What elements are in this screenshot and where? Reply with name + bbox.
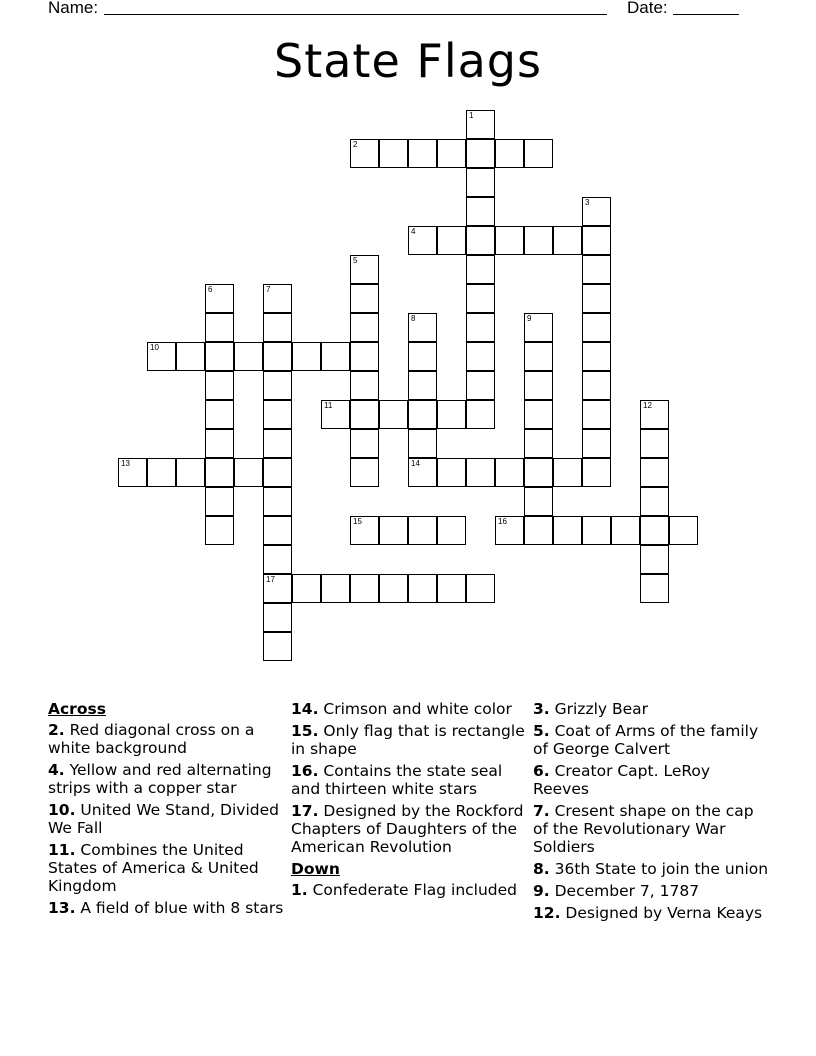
clue-number: 16. (291, 762, 319, 780)
grid-cell[interactable] (321, 400, 350, 429)
across-clue (48, 721, 284, 757)
grid-cell[interactable] (408, 429, 437, 458)
grid-cell[interactable] (582, 284, 611, 313)
grid-cell[interactable] (466, 458, 495, 487)
cell-number: 3 (585, 198, 590, 207)
grid-cell[interactable] (408, 313, 437, 342)
grid-cell[interactable] (205, 313, 234, 342)
clue-text: United We Stand, Divided We Fall (48, 801, 279, 837)
down-clue (533, 700, 769, 718)
down-clue (533, 882, 769, 900)
clue-number: 6. (533, 762, 550, 780)
grid-cell[interactable] (176, 342, 205, 371)
grid-cell[interactable] (321, 342, 350, 371)
grid-cell[interactable] (582, 516, 611, 545)
grid-cell[interactable] (669, 516, 698, 545)
grid-cell[interactable] (176, 458, 205, 487)
clue-number: 2. (48, 721, 65, 739)
grid-cell[interactable] (582, 226, 611, 255)
grid-cell[interactable] (582, 313, 611, 342)
clue-text: Red diagonal cross on a white background (48, 721, 255, 757)
grid-cell[interactable] (640, 545, 669, 574)
grid-cell[interactable] (524, 458, 553, 487)
grid-cell[interactable] (205, 342, 234, 371)
across-clue (291, 700, 527, 718)
grid-cell[interactable] (466, 197, 495, 226)
grid-cell[interactable] (640, 516, 669, 545)
grid-cell[interactable] (263, 429, 292, 458)
grid-cell[interactable] (263, 545, 292, 574)
header-line (48, 0, 748, 20)
grid-cell[interactable] (408, 458, 437, 487)
down-clue (291, 881, 527, 899)
grid-cell[interactable] (408, 400, 437, 429)
clue-text: Coat of Arms of the family of George Calvert (533, 722, 759, 758)
grid-cell[interactable] (640, 429, 669, 458)
grid-cell[interactable] (205, 487, 234, 516)
grid-cell[interactable] (379, 139, 408, 168)
grid-cell[interactable] (350, 139, 379, 168)
clue-column-2 (291, 700, 527, 903)
cell-number: 1 (469, 111, 474, 120)
clue-number: 15. (291, 722, 319, 740)
across-clue (48, 801, 284, 837)
across-heading: Across (48, 700, 106, 718)
clue-number: 10. (48, 801, 76, 819)
down-clue (533, 762, 769, 798)
down-heading: Down (291, 860, 340, 878)
cell-number: 13 (121, 459, 130, 468)
grid-cell[interactable] (524, 342, 553, 371)
grid-cell[interactable] (524, 226, 553, 255)
grid-cell[interactable] (408, 371, 437, 400)
grid-cell[interactable] (437, 226, 466, 255)
clue-number: 5. (533, 722, 550, 740)
across-clue (48, 899, 284, 917)
clue-number: 13. (48, 899, 76, 917)
across-clue (291, 722, 527, 758)
grid-cell[interactable] (234, 458, 263, 487)
grid-cell[interactable] (582, 197, 611, 226)
cell-number: 8 (411, 314, 416, 323)
grid-cell[interactable] (408, 574, 437, 603)
grid-cell[interactable] (205, 429, 234, 458)
grid-cell[interactable] (379, 400, 408, 429)
clue-text: A field of blue with 8 stars (75, 899, 284, 917)
clue-text: 36th State to join the union (549, 860, 769, 878)
date-field[interactable] (673, 14, 739, 15)
cell-number: 2 (353, 140, 358, 149)
clue-number: 4. (48, 761, 65, 779)
grid-cell[interactable] (350, 342, 379, 371)
clue-number: 14. (291, 700, 319, 718)
cell-number: 5 (353, 256, 358, 265)
clue-text: Contains the state seal and thirteen white stars (291, 762, 503, 798)
grid-cell[interactable] (495, 516, 524, 545)
grid-cell[interactable] (408, 516, 437, 545)
grid-cell[interactable] (205, 284, 234, 313)
clue-number: 7. (533, 802, 550, 820)
grid-cell[interactable] (263, 603, 292, 632)
clue-text: Cresent shape on the cap of the Revolutionary War Soldiers (533, 802, 754, 856)
grid-cell[interactable] (263, 632, 292, 661)
grid-cell[interactable] (582, 371, 611, 400)
grid-cell[interactable] (205, 458, 234, 487)
clue-text: Designed by Verna Keays (560, 904, 763, 922)
grid-cell[interactable] (466, 284, 495, 313)
grid-cell[interactable] (640, 487, 669, 516)
grid-cell[interactable] (437, 139, 466, 168)
cell-number: 10 (150, 343, 159, 352)
grid-cell[interactable] (379, 516, 408, 545)
cell-number: 6 (208, 285, 213, 294)
clue-text: Grizzly Bear (549, 700, 649, 718)
grid-cell[interactable] (524, 516, 553, 545)
grid-cell[interactable] (408, 342, 437, 371)
name-field[interactable] (104, 14, 607, 15)
grid-cell[interactable] (292, 342, 321, 371)
grid-cell[interactable] (466, 400, 495, 429)
grid-cell[interactable] (350, 371, 379, 400)
grid-cell[interactable] (437, 458, 466, 487)
grid-cell[interactable] (466, 168, 495, 197)
grid-cell[interactable] (205, 516, 234, 545)
grid-cell[interactable] (263, 458, 292, 487)
grid-cell[interactable] (582, 400, 611, 429)
clue-text: Designed by the Rockford Chapters of Daughters of the American Revolution (291, 802, 524, 856)
date-label: Date: (627, 0, 668, 17)
cell-number: 17 (266, 575, 275, 584)
grid-cell[interactable] (582, 429, 611, 458)
grid-cell[interactable] (263, 342, 292, 371)
grid-cell[interactable] (466, 255, 495, 284)
grid-cell[interactable] (524, 139, 553, 168)
cell-number: 9 (527, 314, 532, 323)
clue-text: Combines the United States of America & United Kingdom (48, 841, 259, 895)
grid-cell[interactable] (582, 255, 611, 284)
grid-cell[interactable] (205, 371, 234, 400)
cell-number: 14 (411, 459, 420, 468)
grid-cell[interactable] (437, 516, 466, 545)
grid-cell[interactable] (524, 313, 553, 342)
across-clue (48, 841, 284, 895)
grid-cell[interactable] (263, 516, 292, 545)
grid-cell[interactable] (292, 574, 321, 603)
clue-number: 3. (533, 700, 550, 718)
grid-cell[interactable] (495, 226, 524, 255)
grid-cell[interactable] (263, 284, 292, 313)
grid-cell[interactable] (466, 574, 495, 603)
grid-cell[interactable] (263, 400, 292, 429)
grid-cell[interactable] (350, 400, 379, 429)
clue-number: 1. (291, 881, 308, 899)
grid-cell[interactable] (466, 313, 495, 342)
clue-text: Yellow and red alternating strips with a copper star (48, 761, 272, 797)
grid-cell[interactable] (466, 110, 495, 139)
grid-cell[interactable] (408, 226, 437, 255)
grid-cell[interactable] (582, 458, 611, 487)
grid-cell[interactable] (524, 429, 553, 458)
grid-cell[interactable] (466, 371, 495, 400)
grid-cell[interactable] (466, 342, 495, 371)
cell-number: 16 (498, 517, 507, 526)
grid-cell[interactable] (350, 255, 379, 284)
grid-cell[interactable] (408, 139, 437, 168)
cell-number: 7 (266, 285, 271, 294)
grid-cell[interactable] (263, 574, 292, 603)
across-clue (48, 761, 284, 797)
grid-cell[interactable] (321, 574, 350, 603)
down-clue (533, 904, 769, 922)
clue-number: 8. (533, 860, 550, 878)
grid-cell[interactable] (350, 574, 379, 603)
grid-cell[interactable] (553, 226, 582, 255)
cell-number: 11 (324, 401, 333, 410)
clue-text: Creator Capt. LeRoy Reeves (533, 762, 711, 798)
across-clue (291, 802, 527, 856)
grid-cell[interactable] (234, 342, 263, 371)
clue-column-3 (533, 700, 769, 926)
grid-cell[interactable] (640, 400, 669, 429)
grid-cell[interactable] (118, 458, 147, 487)
grid-cell[interactable] (350, 284, 379, 313)
grid-cell[interactable] (437, 400, 466, 429)
grid-cell[interactable] (495, 458, 524, 487)
grid-cell[interactable] (350, 313, 379, 342)
grid-cell[interactable] (437, 574, 466, 603)
grid-cell[interactable] (611, 516, 640, 545)
clue-text: Only flag that is rectangle in shape (291, 722, 525, 758)
grid-cell[interactable] (466, 139, 495, 168)
cell-number: 12 (643, 401, 652, 410)
clue-column-1 (48, 700, 284, 921)
grid-cell[interactable] (553, 516, 582, 545)
grid-cell[interactable] (205, 400, 234, 429)
grid-cell[interactable] (466, 226, 495, 255)
grid-cell[interactable] (640, 458, 669, 487)
grid-cell[interactable] (350, 429, 379, 458)
grid-cell[interactable] (263, 371, 292, 400)
grid-cell[interactable] (582, 342, 611, 371)
clue-text: Confederate Flag included (307, 881, 518, 899)
clue-number: 11. (48, 841, 76, 859)
grid-cell[interactable] (524, 371, 553, 400)
grid-cell[interactable] (495, 139, 524, 168)
page-title: State Flags (274, 34, 542, 88)
grid-cell[interactable] (553, 458, 582, 487)
grid-cell[interactable] (524, 400, 553, 429)
grid-cell[interactable] (263, 487, 292, 516)
grid-cell[interactable] (350, 458, 379, 487)
down-clue (533, 802, 769, 856)
cell-number: 15 (353, 517, 362, 526)
grid-cell[interactable] (640, 574, 669, 603)
clue-text: December 7, 1787 (549, 882, 700, 900)
name-label: Name: (48, 0, 99, 17)
grid-cell[interactable] (263, 313, 292, 342)
grid-cell[interactable] (379, 574, 408, 603)
grid-cell[interactable] (147, 342, 176, 371)
clue-number: 17. (291, 802, 319, 820)
grid-cell[interactable] (147, 458, 176, 487)
down-clue (533, 860, 769, 878)
across-clue (291, 762, 527, 798)
clue-number: 9. (533, 882, 550, 900)
grid-cell[interactable] (524, 487, 553, 516)
clue-text: Crimson and white color (318, 700, 512, 718)
clue-number: 12. (533, 904, 561, 922)
cell-number: 4 (411, 227, 416, 236)
down-clue (533, 722, 769, 758)
grid-cell[interactable] (350, 516, 379, 545)
